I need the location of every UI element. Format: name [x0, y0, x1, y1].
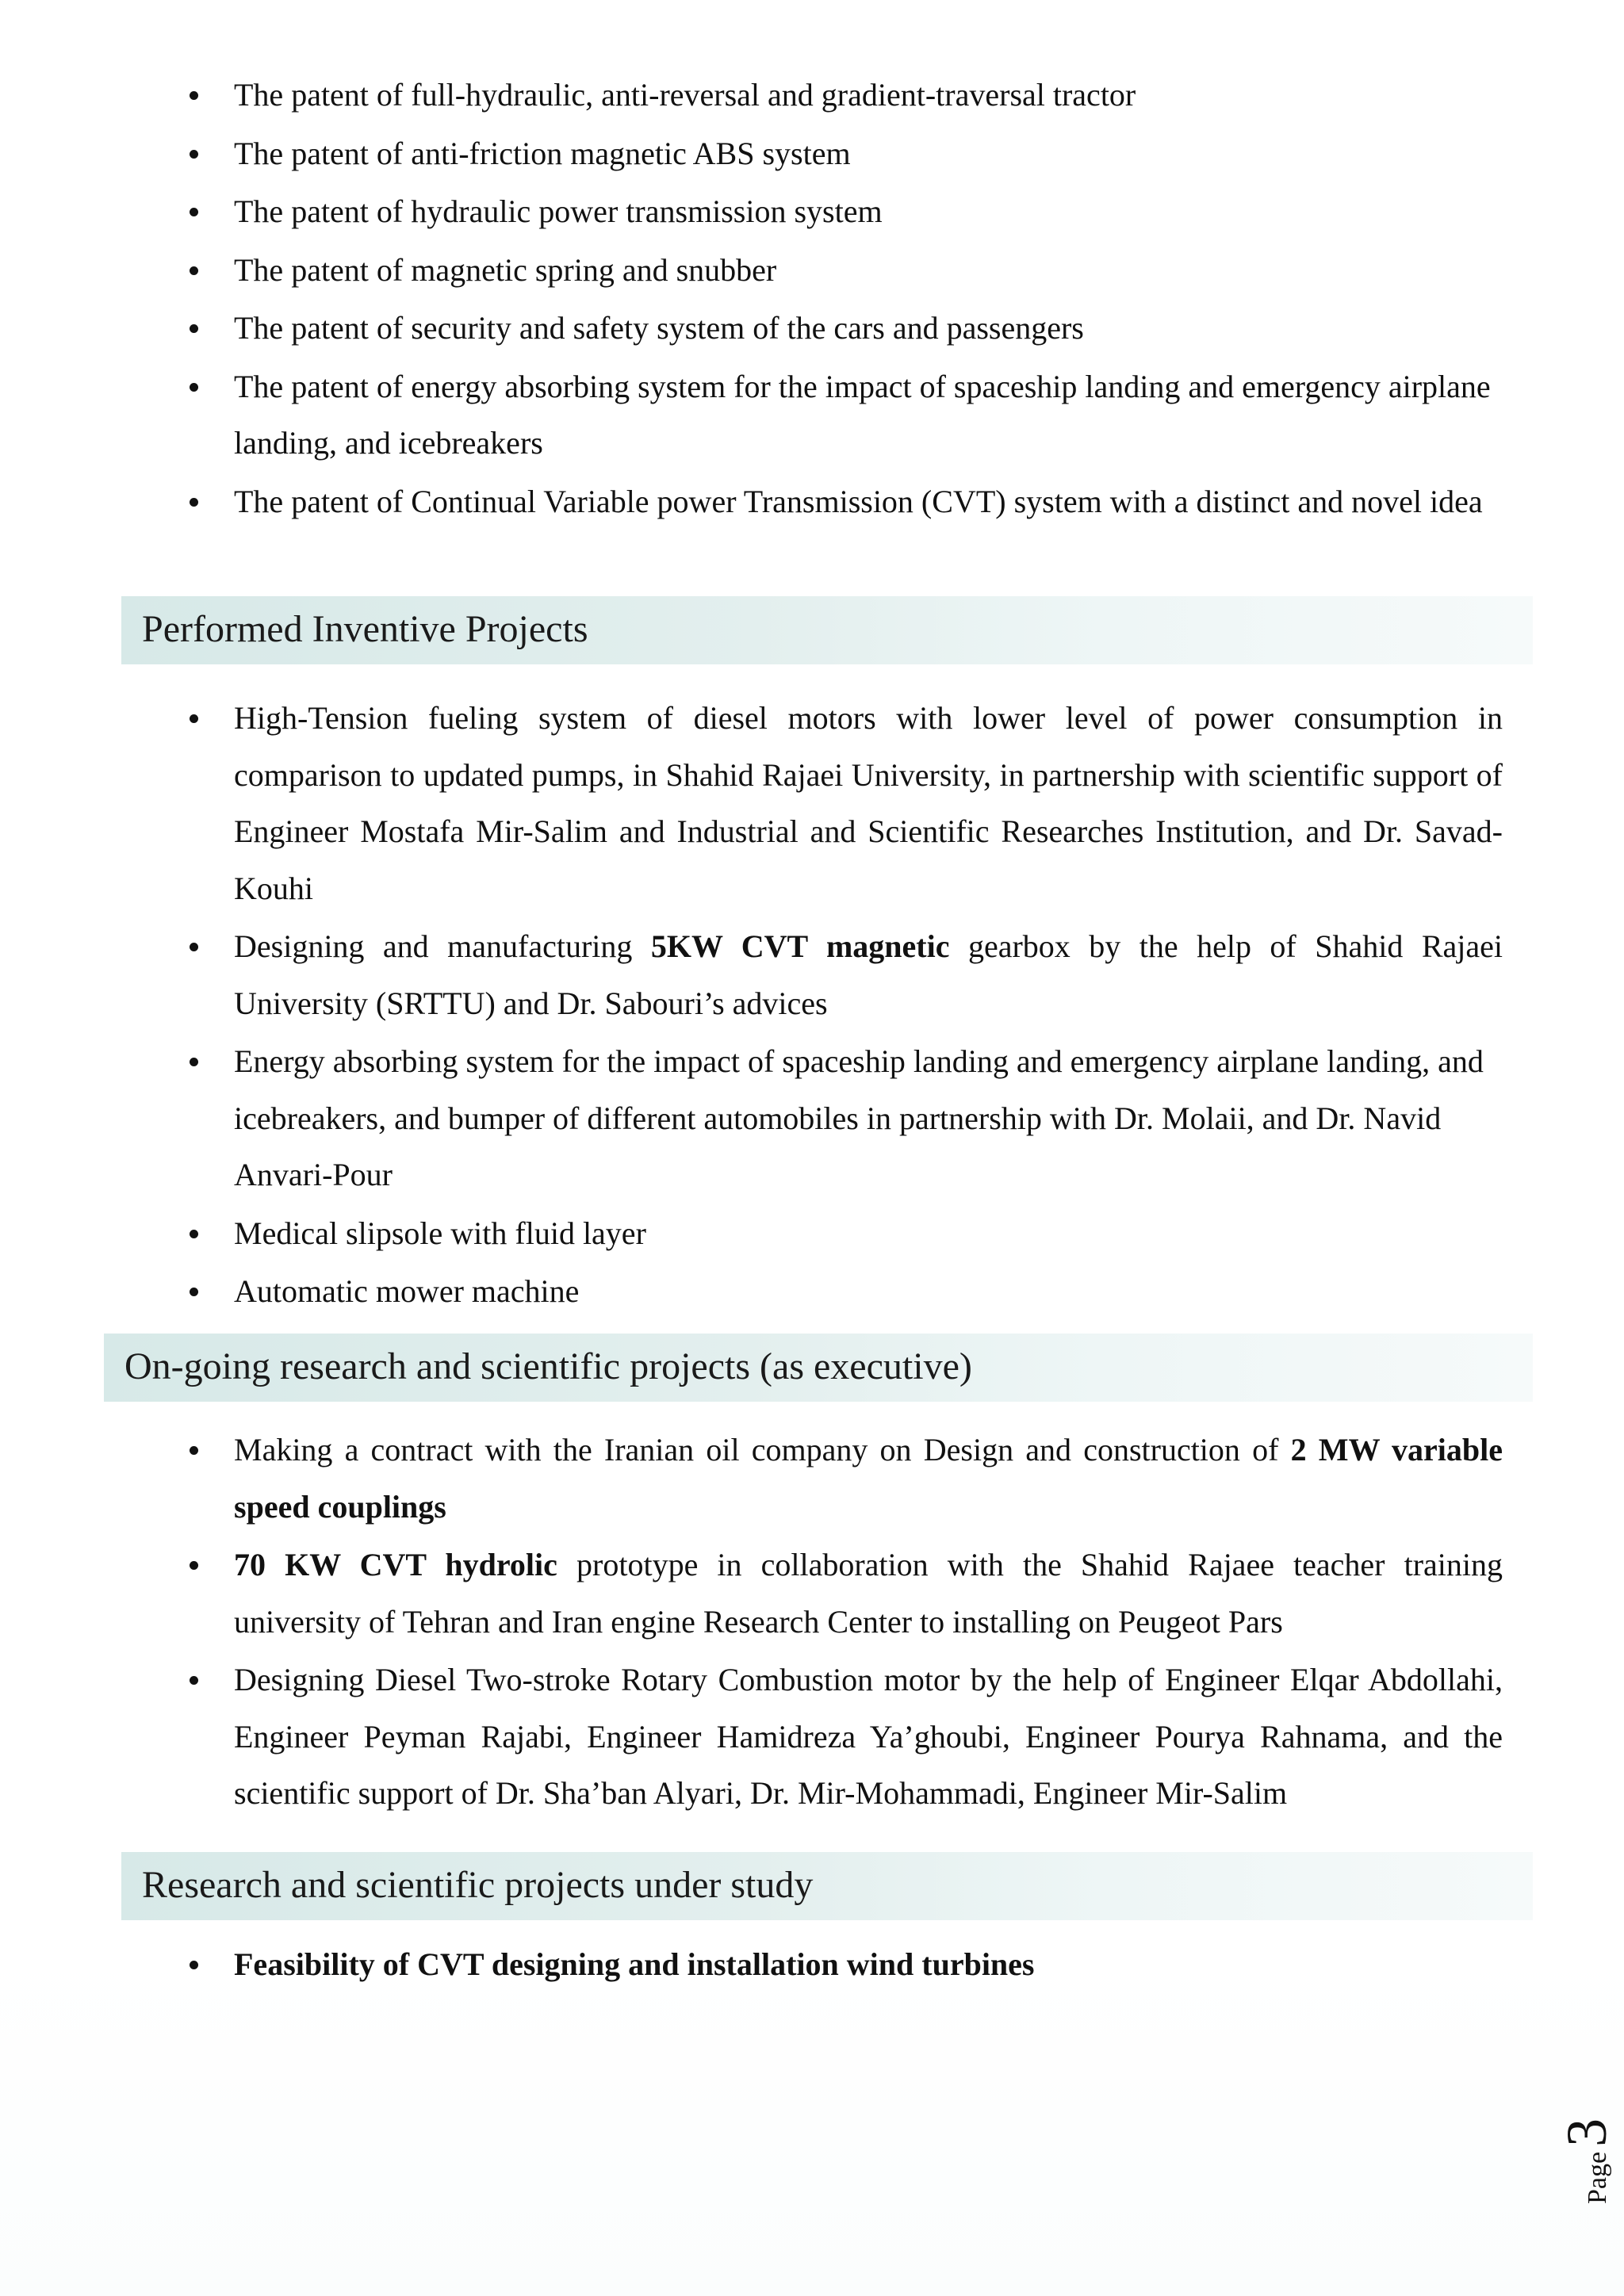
bullet-icon	[190, 383, 198, 392]
bullet-icon	[190, 1446, 198, 1455]
list-item: The patent of Continual Variable power Transmission (CVT) system with a distinct and novel idea	[234, 473, 1503, 530]
page-label: Page	[1583, 2151, 1612, 2204]
bullet-icon	[190, 1058, 198, 1066]
page-number-value: 3	[1555, 2118, 1618, 2147]
list-item: The patent of anti-friction magnetic ABS system	[234, 125, 1503, 182]
list-item: Designing and manufacturing 5KW CVT magnetic gearbox by the help of Shahid Rajaei University (SRTTU) and Dr. Sabouri’s advices	[234, 918, 1503, 1031]
performed-projects-list	[0, 690, 1624, 1320]
bullet-icon	[190, 1230, 198, 1238]
section-header-performed	[121, 596, 1533, 664]
list-item: Making a contract with the Iranian oil company on Design and construction of 2 MW variable speed couplings	[234, 1422, 1503, 1535]
patent-list	[0, 67, 1624, 530]
bullet-icon	[190, 91, 198, 100]
section-header-ongoing	[104, 1334, 1533, 1402]
section-header-under-study	[121, 1852, 1533, 1920]
list-item: Designing Diesel Two-stroke Rotary Combustion motor by the help of Engineer Elqar Abdollahi, Engineer Peyman Rajabi, Engineer Hamidreza Ya’ghoubi, Engineer Pourya Rahnama, and the scientific support of Dr. Sha’ban Alyari, Dr. Mir-Mohammadi, Engineer Mir-Salim	[234, 1651, 1503, 1822]
bullet-icon	[190, 1561, 198, 1570]
list-item: Feasibility of CVT designing and installation wind turbines	[234, 1936, 1503, 1993]
list-item: The patent of full-hydraulic, anti-reversal and gradient-traversal tractor	[234, 67, 1503, 124]
bullet-icon	[190, 208, 198, 216]
page-number	[1546, 2077, 1618, 2220]
bullet-icon	[190, 324, 198, 333]
list-item: The patent of hydraulic power transmission system	[234, 183, 1503, 240]
bullet-icon	[190, 1676, 198, 1685]
list-item: High-Tension fueling system of diesel motors with lower level of power consumption in comparison to updated pumps, in Shahid Rajaei University, in partnership with scientific support of Engineer Mostafa Mir-Salim and Industrial and Scientific Researches Institution, and Dr. Savad-Kouhi	[234, 690, 1503, 916]
section-title: Performed Inventive Projects	[142, 607, 588, 650]
list-item: The patent of energy absorbing system for the impact of spaceship landing and emergency airplane landing, and icebreakers	[234, 358, 1503, 472]
list-item: Automatic mower machine	[234, 1263, 1503, 1320]
list-item: The patent of security and safety system of the cars and passengers	[234, 300, 1503, 357]
bullet-icon	[190, 714, 198, 723]
bullet-icon	[190, 498, 198, 507]
ongoing-projects-list	[0, 1422, 1624, 1822]
under-study-list	[0, 1936, 1624, 1993]
section-title: On-going research and scientific projects (as executive)	[124, 1345, 972, 1387]
bullet-icon	[190, 1961, 198, 1969]
bullet-icon	[190, 943, 198, 951]
list-item: Energy absorbing system for the impact of spaceship landing and emergency airplane landing, and icebreakers, and bumper of different automobiles in partnership with Dr. Molaii, and Dr. Navid Anvari-Pour	[234, 1033, 1503, 1203]
list-item: The patent of magnetic spring and snubber	[234, 242, 1503, 299]
list-item: 70 KW CVT hydrolic prototype in collaboration with the Shahid Rajaee teacher training university of Tehran and Iran engine Research Center to installing on Peugeot Pars	[234, 1536, 1503, 1650]
bullet-icon	[190, 1288, 198, 1296]
list-item: Medical slipsole with fluid layer	[234, 1205, 1503, 1262]
bullet-icon	[190, 266, 198, 275]
bullet-icon	[190, 150, 198, 159]
section-title: Research and scientific projects under study	[142, 1863, 814, 1906]
